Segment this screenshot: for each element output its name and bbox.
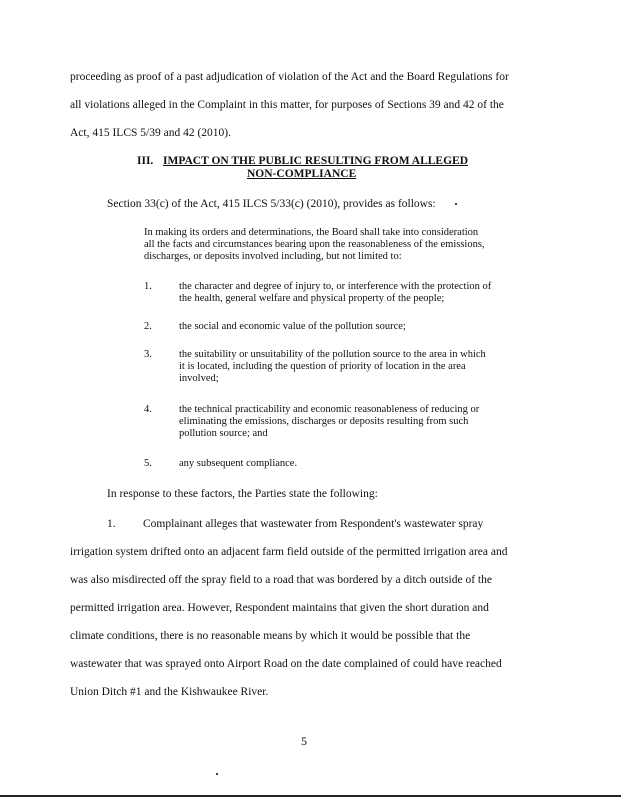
paragraph-line-4: climate conditions, there is no reasonable means by which it would be possible that the <box>70 630 471 642</box>
factor-4-line-2: eliminating the emissions, discharges or deposits resulting from such <box>179 416 469 427</box>
section-title-line-2 <box>247 167 356 181</box>
factor-1-line-2: the health, general welfare and physical property of the people; <box>179 293 445 304</box>
factor-3-number: 3. <box>144 349 152 360</box>
section-title-line-1-text: IMPACT ON THE PUBLIC RESULTING FROM ALLEGED <box>163 155 469 167</box>
factor-5-line-1: any subsequent compliance. <box>179 458 298 469</box>
scan-speck <box>455 203 457 205</box>
quote-line-3: discharges, or deposits involved including, but not limited to: <box>144 251 402 262</box>
factor-4-line-3: pollution source; and <box>179 428 268 439</box>
scan-bottom-edge <box>0 795 621 797</box>
paragraph-line-6: Union Ditch #1 and the Kishwaukee River. <box>70 686 269 698</box>
paragraph-number: 1. <box>107 518 116 530</box>
factor-2-number: 2. <box>144 321 152 332</box>
factor-4-number: 4. <box>144 404 152 415</box>
intro-line-1: proceeding as proof of a past adjudication of violation of the Act and the Board Regulations for <box>70 71 509 83</box>
intro-line-3: Act, 415 ILCS 5/39 and 42 (2010). <box>70 127 231 139</box>
paragraph-line-1: irrigation system drifted onto an adjacent farm field outside of the permitted irrigation area and <box>70 546 508 558</box>
factor-3-line-1: the suitability or unsuitability of the pollution source to the area in which <box>179 349 486 360</box>
scan-speck <box>216 773 218 775</box>
paragraph-line-3: permitted irrigation area. However, Respondent maintains that given the short duration and <box>70 602 489 614</box>
factor-1-line-1: the character and degree of injury to, or interference with the protection of <box>179 281 492 292</box>
page-number: 5 <box>301 734 307 748</box>
factor-3-line-2: it is located, including the question of priority of location in the area <box>179 361 466 372</box>
factor-2-line-1: the social and economic value of the pollution source; <box>179 321 406 332</box>
factor-4-line-1: the technical practicability and economic reasonableness of reducing or <box>179 404 480 415</box>
paragraph-line-2: was also misdirected off the spray field to a road that was bordered by a ditch outside of the <box>70 574 492 586</box>
intro-line-2: all violations alleged in the Complaint in this matter, for purposes of Sections 39 and 42 of the <box>70 99 504 111</box>
quote-line-2: all the facts and circumstances bearing upon the reasonableness of the emissions, <box>144 239 485 250</box>
factor-3-line-3: involved; <box>179 373 219 384</box>
response-intro: In response to these factors, the Parties state the following: <box>107 488 378 500</box>
section-title-line-2-text: NON-COMPLIANCE <box>247 168 357 180</box>
paragraph-line-5: wastewater that was sprayed onto Airport Road on the date complained of could have reached <box>70 658 502 670</box>
factor-5-number: 5. <box>144 458 152 469</box>
paragraph-first-line: Complainant alleges that wastewater from Respondent's wastewater spray <box>143 518 484 530</box>
factor-1-number: 1. <box>144 281 152 292</box>
quote-line-1: In making its orders and determinations, the Board shall take into consideration <box>144 227 479 238</box>
section-intro: Section 33(c) of the Act, 415 ILCS 5/33(c) (2010), provides as follows: <box>107 198 436 210</box>
section-number: III. <box>137 155 154 167</box>
section-title-line-1 <box>163 154 468 168</box>
